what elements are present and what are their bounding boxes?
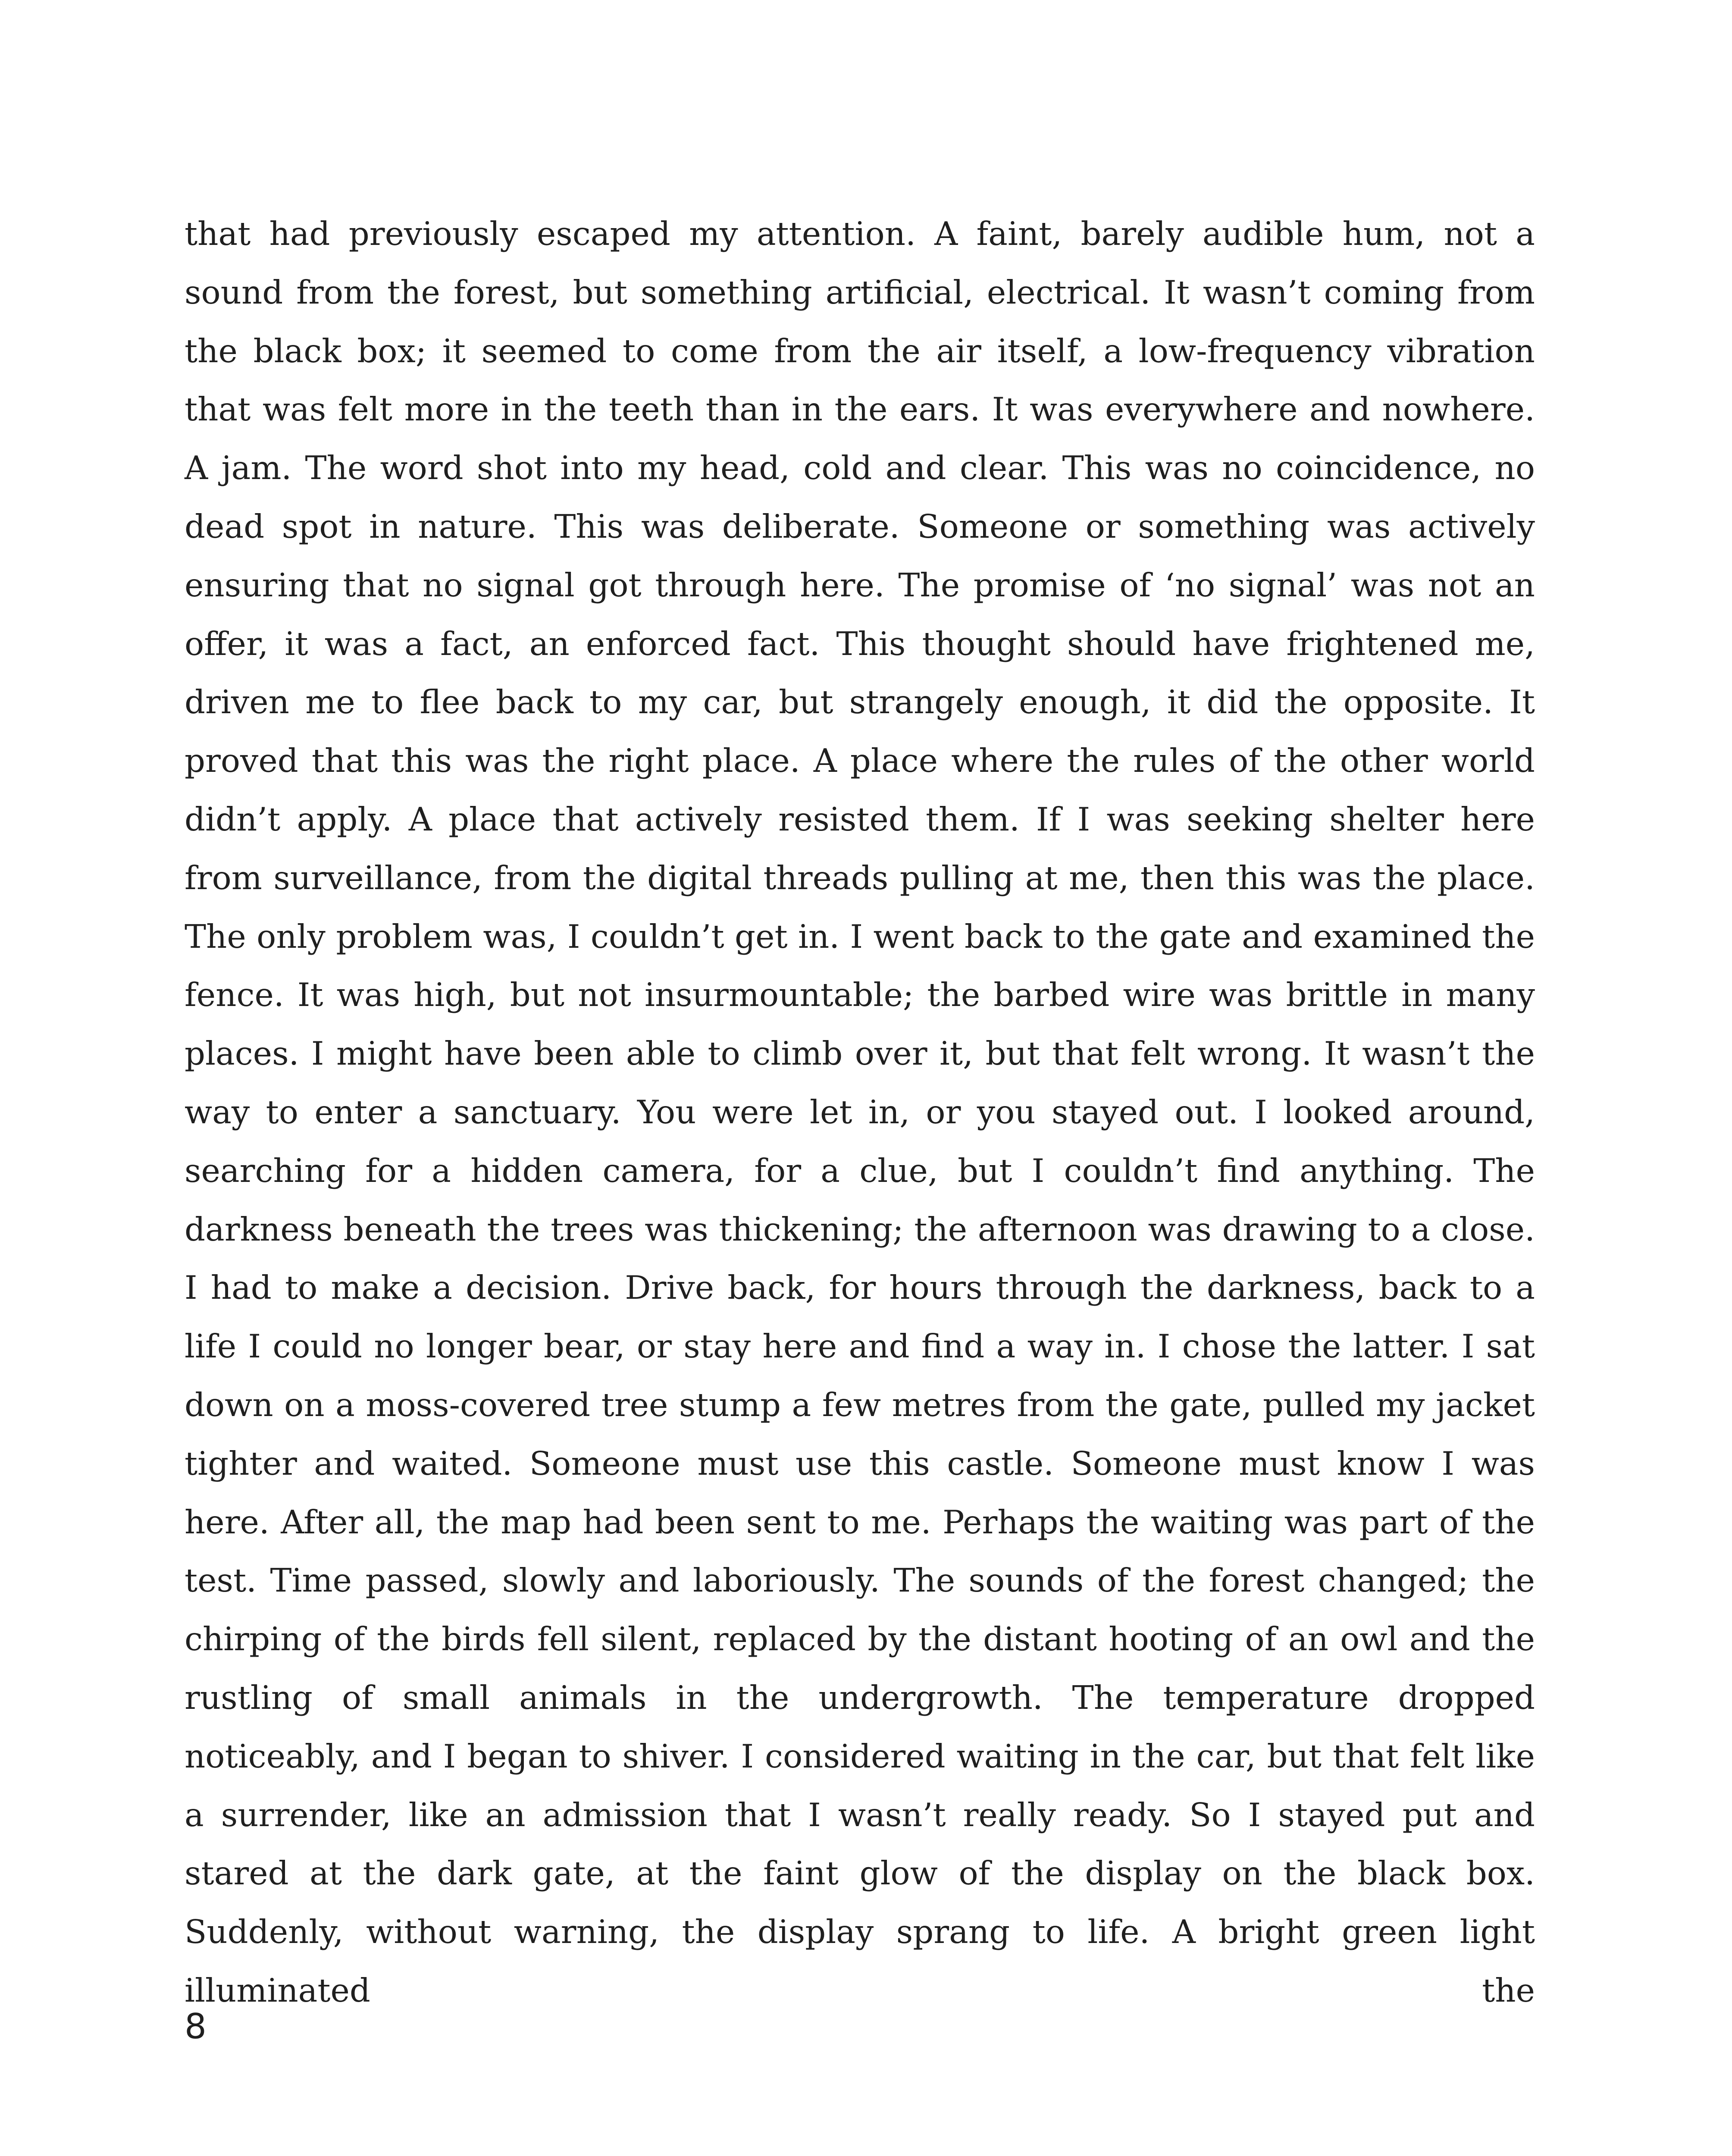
- page-number: 8: [185, 2006, 207, 2046]
- body-paragraph: that had previously escaped my attention. A faint, barely audible hum, not a sound from the forest, but something artificial, electrical. It wasn’t coming from the black box; it seemed to come from the air itself, a low-frequency vibration that was felt more in the teeth than in the ears. It was everywhere and nowhere. A jam. The word shot into my head, cold and clear. This was no coincidence, no dead spot in nature. This was deliberate. Someone or something was actively ensuring that no signal got through here. The promise of ‘no signal’ was not an offer, it was a fact, an enforced fact. This thought should have frightened me, driven me to flee back to my car, but strangely enough, it did the opposite. It proved that this was the right place. A place where the rules of the other world didn’t apply. A place that actively resisted them. If I was seeking shelter here from surveillance, from the digital threads pulling at me, then this was the place. The only problem was, I couldn’t get in. I went back to the gate and examined the fence. It was high, but not insurmountable; the barbed wire was brittle in many places. I might have been able to climb over it, but that felt wrong. It wasn’t the way to enter a sanctuary. You were let in, or you stayed out. I looked around, searching for a hidden camera, for a clue, but I couldn’t find anything. The darkness beneath the trees was thickening; the afternoon was drawing to a close. I had to make a decision. Drive back, for hours through the darkness, back to a life I could no longer bear, or stay here and find a way in. I chose the latter. I sat down on a moss-covered tree stump a few metres from the gate, pulled my jacket tighter and waited. Someone must use this castle. Someone must know I was here. After all, the map had been sent to me. Perhaps the waiting was part of the test. Time passed, slowly and laboriously. The sounds of the forest changed; the chirping of the birds fell silent, replaced by the distant hooting of an owl and the rustling of small animals in the undergrowth. The temperature dropped noticeably, and I began to shiver. I considered waiting in the car, but that felt like a surrender, like an admission that I wasn’t really ready. So I stayed put and stared at the dark gate, at the faint glow of the display on the black box. Suddenly, without warning, the display sprang to life. A bright green light illuminated the: [185, 215, 1535, 2009]
